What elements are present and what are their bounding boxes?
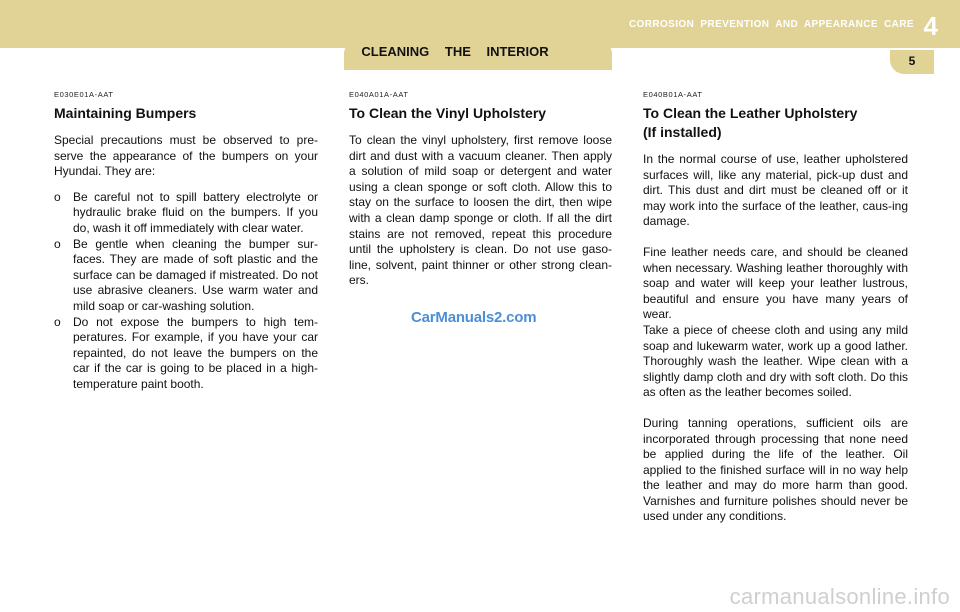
precautions-list (54, 190, 318, 393)
leather-paragraph-1: In the normal course of use, leather upholstered surfaces will, like any material, pick-up dust and dirt. This dust and dirt must be cleaned off or it may work into the surface of the leather, caus-ing damage. (643, 152, 908, 229)
leather-paragraph-4: During tanning operations, sufficient oils are incorporated through processing that none need be applied during the life of the leather. Oil applied to the finished surface will in no way help the leather and may do more harm than good. Varnishes and furniture polishes should never be used under any conditions. (643, 415, 908, 524)
list-item (54, 237, 318, 315)
column-vinyl (349, 90, 612, 289)
section-heading: To Clean the Vinyl Upholstery (349, 105, 547, 121)
watermark-carmanuals2: CarManuals2.com (411, 309, 537, 326)
section-paragraph: To clean the vinyl upholstery, first remove loose dirt and dust with a vacuum cleaner. Then apply a solution of mild soap or detergent and water using a clean sponge or soft cloth. Allow this to stay on the surface to loosen the dirt, then wipe with a clean damp sponge or cloth. If all the dirt stains are not removed, repeat this procedure until the upholstery is clean. Do not use gaso-line, solvent, paint thinner or other strong clean-ers. (349, 133, 612, 288)
section-heading: Maintaining Bumpers (54, 105, 197, 121)
bullet-mark: o (54, 189, 61, 204)
list-item-text: Do not expose the bumpers to high tem-peratures. For example, if you have your car repainted, do not leave the bumpers on the car if the car is going to be placed in a high-temperature paint booth. (73, 314, 318, 391)
bullet-mark: o (54, 314, 61, 329)
section-heading (643, 104, 908, 142)
list-item-text: Be careful not to spill battery electrolyte or hydraulic brake fluid on the bumpers. If you do, wash it off immediately with clear water. (73, 189, 318, 235)
leather-paragraph-3: Take a piece of cheese cloth and using any mild soap and lukewarm water, work up a good lather. Thoroughly wash the leather. Wipe clean with a slightly damp cloth and dry with soft cloth. Do this as often as the leather becomes soiled. (643, 322, 908, 400)
footer-watermark: carmanualsonline.info (729, 584, 950, 609)
section-heading-line1: To Clean the Leather Upholstery (643, 105, 858, 121)
section-intro: Special precautions must be observed to pre-serve the appearance of the bumpers on your Hyundai. They are: (54, 133, 318, 179)
section-code: E040A01A-AAT (349, 90, 409, 99)
section-code: E030E01A-AAT (54, 90, 114, 99)
page-number-tab (890, 50, 934, 74)
chapter-title: CORROSION PREVENTION AND APPEARANCE CARE (628, 19, 914, 30)
list-item (54, 190, 318, 237)
list-item (54, 315, 318, 393)
section-code: E040B01A-AAT (643, 90, 703, 99)
column-leather (643, 90, 908, 525)
column-bumpers (54, 90, 318, 393)
leather-paragraph-2: Fine leather needs care, and should be cleaned when necessary. Washing leather thoroughly with soap and water will keep your leather lustrous, beautiful and ensure you have many years of wear. (643, 244, 908, 322)
section-tab-title: CLEANING THE INTERIOR (361, 44, 549, 59)
bullet-mark: o (54, 236, 61, 251)
chapter-number: 4 (923, 11, 938, 41)
section-heading-line2: (If installed) (643, 124, 722, 140)
page-number: 5 (908, 54, 916, 68)
list-item-text: Be gentle when cleaning the bumper sur-faces. They are made of soft plastic and the surface can be damaged if mistreated. Do not use abrasive cleaners. Use warm water and mild soap or car-washing solution. (73, 236, 318, 313)
